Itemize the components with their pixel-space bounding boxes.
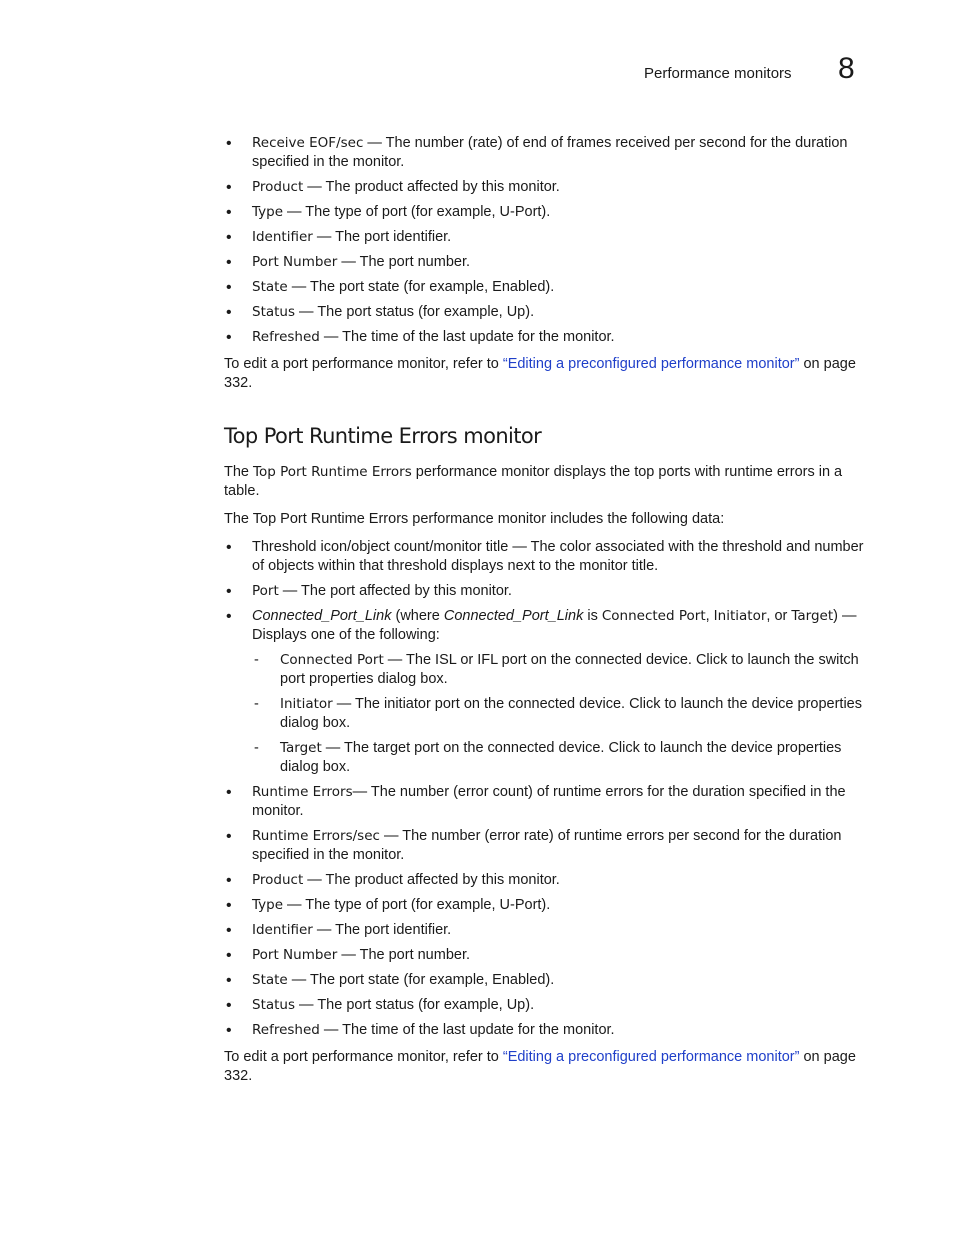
section-heading: Top Port Runtime Errors monitor <box>224 424 542 448</box>
cross-reference-paragraph: To edit a port performance monitor, refer to “Editing a preconfigured performance monitor” on page 332. <box>224 1049 856 1084</box>
list-item: • Refreshed — The time of the last update for the monitor. <box>224 328 870 347</box>
runtime-errors-data-list <box>224 538 870 1040</box>
connected-port-sublist <box>252 651 870 777</box>
list-item: • Product — The product affected by this monitor. <box>224 178 870 197</box>
list-item: • Status — The port status (for example, Up). <box>224 996 870 1015</box>
list-item: • State — The port state (for example, Enabled). <box>224 971 870 990</box>
sublist-item: - Connected Port — The ISL or IFL port on the connected device. Click to launch the switch port properties dialog box. <box>252 651 870 689</box>
list-item: • State — The port state (for example, Enabled). <box>224 278 870 297</box>
list-item: • Type — The type of port (for example, U-Port). <box>224 896 870 915</box>
header-section-title: Performance monitors <box>644 65 792 82</box>
cross-reference-link[interactable]: “Editing a preconfigured performance monitor” <box>502 1049 800 1065</box>
list-item: • Identifier — The port identifier. <box>224 921 870 940</box>
list-item: • Runtime Errors— The number (error count) of runtime errors for the duration specified in the monitor. <box>224 783 870 821</box>
cross-reference-link[interactable]: “Editing a preconfigured performance monitor” <box>502 356 800 372</box>
list-item: • Refreshed — The time of the last update for the monitor. <box>224 1021 870 1040</box>
list-item: • Port Number — The port number. <box>224 253 870 272</box>
list-item: • Identifier — The port identifier. <box>224 228 870 247</box>
list-item: • Port Number — The port number. <box>224 946 870 965</box>
list-item: • Type — The type of port (for example, U-Port). <box>224 203 870 222</box>
page-body <box>224 134 870 1095</box>
includes-paragraph: The Top Port Runtime Errors performance monitor includes the following data: <box>224 511 725 527</box>
port-data-list <box>224 134 870 347</box>
list-item: • Port — The port affected by this monitor. <box>224 582 870 601</box>
sublist-item: - Target — The target port on the connected device. Click to launch the device properties dialog box. <box>252 739 870 777</box>
chapter-number: 8 <box>838 52 855 85</box>
list-item: • Threshold icon/object count/monitor title — The color associated with the threshold and number of objects within that threshold displays next to the monitor title. <box>224 538 870 576</box>
list-item: • Status — The port status (for example, Up). <box>224 303 870 322</box>
list-item: • Receive EOF/sec — The number (rate) of end of frames received per second for the duration specified in the monitor. <box>224 134 870 172</box>
list-item: • Runtime Errors/sec — The number (error rate) of runtime errors per second for the duration specified in the monitor. <box>224 827 870 865</box>
list-item: • Connected_Port_Link (where Connected_Port_Link is Connected Port, Initiator, or Target) — Displays one of the following: - Connected Port — The ISL or IFL port on the connected device. Click to launch the switch port properties dialog box. - Initiator — The initiator port on the connected device. Click to launch the device properties dialog box. - Target — The target port on the connected device. Click to launch the device properties dialog box. <box>224 607 870 777</box>
section-intro: The Top Port Runtime Errors performance monitor displays the top ports with runtime errors in a table. <box>224 464 843 499</box>
cross-reference-paragraph: To edit a port performance monitor, refer to “Editing a preconfigured performance monitor” on page 332. <box>224 356 856 391</box>
sublist-item: - Initiator — The initiator port on the connected device. Click to launch the device properties dialog box. <box>252 695 870 733</box>
list-item: • Product — The product affected by this monitor. <box>224 871 870 890</box>
